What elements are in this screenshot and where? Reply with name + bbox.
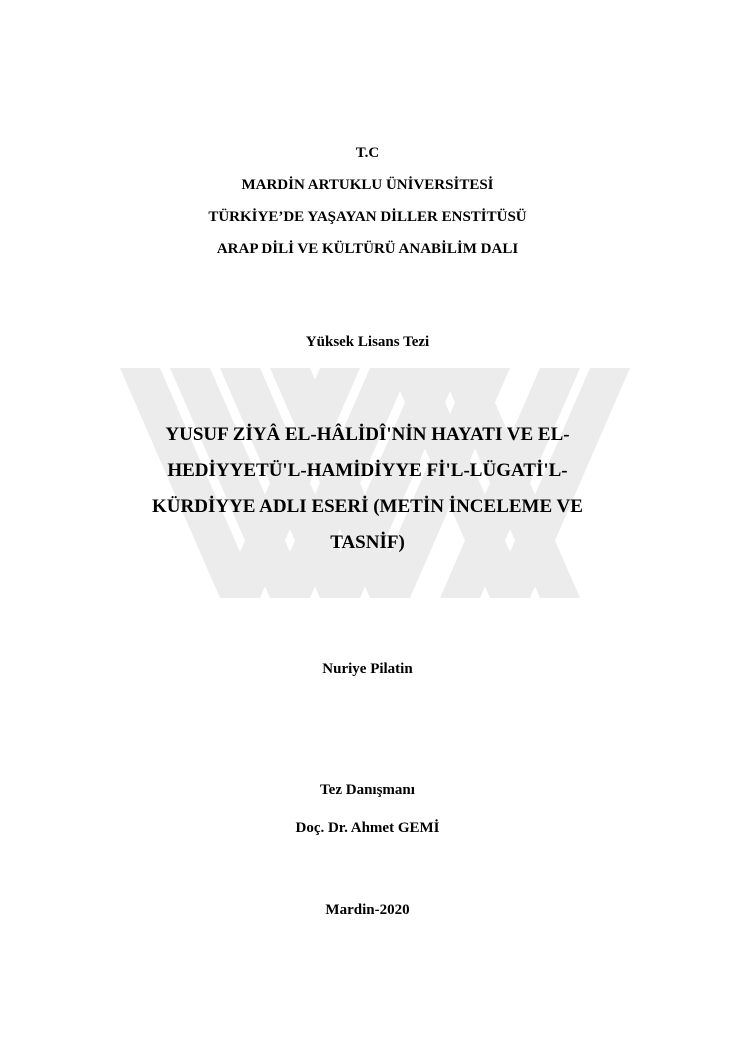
advisor-label: Tez Danışmanı [320,782,415,798]
thesis-type: Yüksek Lisans Tezi [305,334,430,350]
institute-name: TÜRKİYE’DE YAŞAYAN DİLLER ENSTİTÜSÜ [208,209,527,225]
university-name: MARDİN ARTUKLU ÜNİVERSİTESİ [241,177,494,193]
thesis-title-line-4: TASNİF) [330,532,405,553]
thesis-title-line-3: KÜRDİYYE ADLI ESERİ (METİN İNCELEME VE [152,496,583,517]
place-year: Mardin-2020 [325,902,410,918]
header-tc: T.C [355,145,380,161]
advisor-name: Doç. Dr. Ahmet GEMİ [295,820,440,836]
thesis-title-line-2: HEDİYYETÜ'L-HAMİDİYYE Fİ'L-LÜGATİ'L- [167,460,568,481]
university-logo-watermark [120,368,630,598]
department-name: ARAP DİLİ VE KÜLTÜRÜ ANABİLİM DALI [216,241,519,257]
thesis-title-line-1: YUSUF ZİYÂ EL-HÂLİDÎ'NİN HAYATI VE EL- [165,424,570,445]
author-name: Nuriye Pilatin [322,661,413,677]
